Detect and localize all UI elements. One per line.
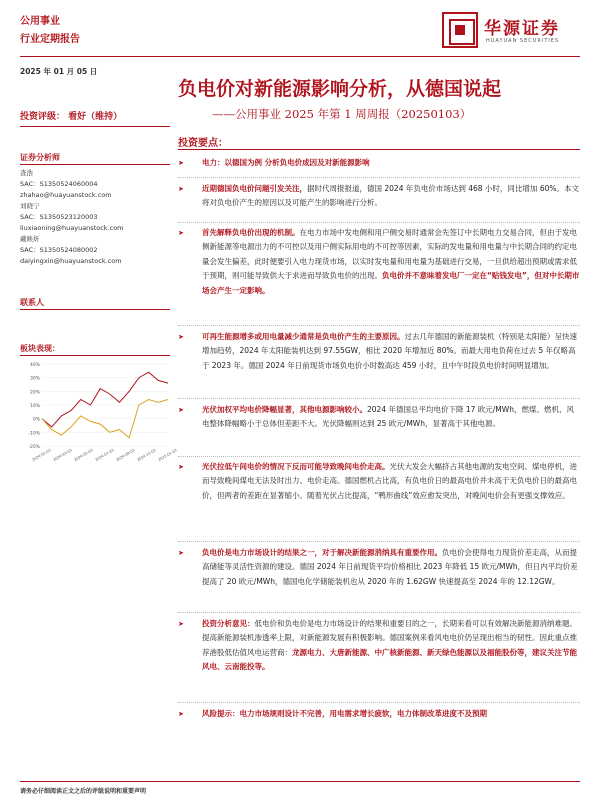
bullet-lead: 负电价是电力市场设计的结果之一，对于解决新能源消纳具有重要作用。 <box>202 548 442 557</box>
y-tick-label: 30% <box>29 376 40 382</box>
x-tick-label: 2024-01-03 <box>31 448 52 463</box>
y-tick-label: 10% <box>29 404 40 409</box>
bullet-lead: 光伏加权平均电价降幅显著，其他电源影响较小。 <box>202 405 367 414</box>
x-tick-label: 2024-09-03 <box>115 448 136 463</box>
bullet-body: 在电力市场中发电侧和用户侧交易时通常会先签订中长期电力交易合同，但由于发电侧新能源等电源出力的不可控以及用户侧实际用电的不可控等因素，实际的发电量和用电量与中长期合同的约定电量会发生偏差，此时便要引入电力现货市场，以实时发电量和用电量为基础进行交易，一旦供给超出预期或需求低于预期，则可能导致供大于求进而导致负电价的出现。 <box>202 228 577 281</box>
bullet-tail: 电力市场规则设计不完善，用电需求增长疲软，电力体制改革进度不及预期 <box>239 709 487 718</box>
analyst-line: 戴映炘 <box>20 235 40 243</box>
analysts-section-title: 证券分析师 <box>20 153 60 162</box>
analyst-line: 刘晓宁 <box>20 202 40 210</box>
footer-disclaimer: 请务必仔细阅读正文之后的评级说明和重要声明 <box>20 788 147 795</box>
rating-divider <box>20 126 170 127</box>
y-tick-label: 20% <box>29 390 40 396</box>
bullet-body: 光伏大发会大幅挤占其他电源的发电空间、煤电停机，进而导致晚间煤电无法及时出力、电价走高。德国燃机占比高，有负电价日的最高电价并未高于无负电价日的最高电价，但两者的差距在显著缩小。随着光伏占比提高，“鸭形曲线”效应愈发突出，对晚间电价会有更强支撑效应。 <box>202 462 577 500</box>
report-type-label: 行业定期报告 <box>20 34 80 45</box>
analysts-divider <box>20 164 170 165</box>
bullet-lead: 近期德国负电价问题引发关注， <box>202 184 307 193</box>
analyst-list <box>20 168 124 267</box>
bullet-divider <box>178 541 580 542</box>
logo-name: 华源证券 <box>484 19 560 39</box>
x-tick-label: 2024-11-03 <box>136 448 157 463</box>
report-subtitle: ——公用事业 2025 年第 1 周周报（20250103） <box>212 107 472 121</box>
report-date: 2025 年 01 月 05 日 <box>20 67 98 76</box>
analyst-email[interactable]: zhahao@huayuanstock.com <box>20 191 112 199</box>
analyst-email[interactable]: daiyingxin@huayuanstock.com <box>20 257 122 265</box>
y-tick-label: 40% <box>29 363 40 368</box>
chart-section-title: 板块表现： <box>20 344 60 353</box>
investment-rating: 投资评级： 看好（维持） <box>20 112 123 122</box>
bullet-divider <box>178 222 580 223</box>
analyst-line: SAC：S1350524060004 <box>20 180 98 188</box>
y-tick-label: -20% <box>28 445 40 450</box>
analyst-line: SAC：S1350523120003 <box>20 213 98 221</box>
x-tick-label: 2024-03-03 <box>52 448 73 463</box>
footer-divider <box>20 781 580 782</box>
header-divider <box>20 56 580 57</box>
sector-performance-chart <box>20 358 178 468</box>
arrow-bullet-icon: ➤ <box>178 406 184 414</box>
bullet-lead: 投资分析意见： <box>202 619 255 628</box>
bullet-body: 2024 年德国总平均电价下降 17 欧元/MWh，燃煤、燃机、风电整体降幅略小于总体但差距不大。光伏降幅则达到 25 欧元/MWh，显著高于其他电源。 <box>202 405 574 429</box>
analyst-line: SAC：S1350524080002 <box>20 246 98 254</box>
contact-section-title: 联系人 <box>20 298 44 307</box>
arrow-bullet-icon: ➤ <box>178 185 184 193</box>
bullet-body: 据时代周报报道，德国 2024 年负电价市场达到 468 小时，同比增加 60%。本文将对负电价产生的原因以及可能产生的影响进行分析。 <box>202 184 579 208</box>
bullet-lead: 可再生能源增多或用电量减少通常是负电价产生的主要原因。 <box>202 332 405 341</box>
analyst-email[interactable]: liuxiaoning@huayuanstock.com <box>20 224 124 232</box>
bullet-body: 过去几年德国的新能源装机（特别是太阳能）呈快速增加趋势，2024 年太阳能装机达到 97.55GW，相比 2020 年增加近 80%。而最大用电负荷在过去 5 年仅略高于 2023 年。德国 2024 年日前现货市场负电价小时数高达 459 小时，且中午时段负电价时间明显增加。 <box>202 332 577 370</box>
arrow-bullet-icon: ➤ <box>178 229 184 237</box>
bullet-tail: 负电价并不意味着发电厂一定在“贴钱发电”，但对中长期市场会产生一定影响。 <box>202 271 580 295</box>
y-tick-label: 0% <box>32 417 40 423</box>
bullet-divider <box>178 612 580 613</box>
arrow-bullet-icon: ➤ <box>178 159 184 167</box>
x-tick-label: 2024-07-03 <box>94 448 115 463</box>
bullet-lead: 电力：以德国为例 分析负电价成因及对新能源影响 <box>202 158 370 167</box>
bullet-lead: 首先解释负电价出现的机制。 <box>202 228 300 237</box>
arrow-bullet-icon: ➤ <box>178 463 184 471</box>
bullet-divider <box>178 325 580 326</box>
chart-divider <box>20 355 170 356</box>
y-tick-label: -10% <box>28 431 40 437</box>
arrow-bullet-icon: ➤ <box>178 549 184 557</box>
sector-label: 公用事业 <box>20 16 60 27</box>
contact-divider <box>20 309 170 310</box>
key-points-label: 投资要点： <box>178 138 228 149</box>
bullet-divider <box>178 177 580 178</box>
analyst-line: 查浩 <box>20 169 33 177</box>
x-tick-label: 2025-01-03 <box>157 448 178 463</box>
key-points-divider <box>178 149 580 150</box>
bullet-body: 负电价会使得电力现货价差走高，从而提高储能等灵活性资源的建设。德国 2024 年日前现货平均价格相比 2023 年降低 15 欧元/MWh，但日内平均价差提高了 20 欧元/MWh，德国电化学储能装机也从 2020 年的 1.62GW 快速提高至 2024 年的 12.12GW。 <box>202 548 578 586</box>
x-tick-label: 2024-05-03 <box>73 448 94 463</box>
arrow-bullet-icon: ➤ <box>178 620 184 628</box>
logo-english-name: HUAYUAN SECURITIES <box>486 38 560 44</box>
arrow-bullet-icon: ➤ <box>178 333 184 341</box>
report-title: 负电价对新能源影响分析，从德国说起 <box>178 78 502 100</box>
bullet-lead: 光伏拉低午间电价的情况下反而可能导致晚间电价走高。 <box>202 462 390 471</box>
bullet-divider <box>178 702 580 703</box>
bullet-item <box>178 156 580 172</box>
bullet-divider <box>178 398 580 399</box>
bullet-divider <box>178 456 580 457</box>
bullet-lead: 风险提示： <box>202 709 240 718</box>
huayuan-logo-icon <box>442 12 478 48</box>
bullet-tail: 龙源电力、大唐新能源、中广核新能源、新天绿色能源以及福能股份等，建议关注节能风电、云南能投等。 <box>202 647 577 672</box>
bullet-body: 低电价和负电价是电力市场设计的结果和重要目的之一，长期来看可以有效解决新能源消纳难题、提高新能源装机渗透率上限，对新能源发展有积极影响。德国案例来看风电电价仍呈现出相当的韧性。因此重点推荐港股低估值风电运营商： <box>202 619 577 657</box>
arrow-bullet-icon: ➤ <box>178 710 184 718</box>
